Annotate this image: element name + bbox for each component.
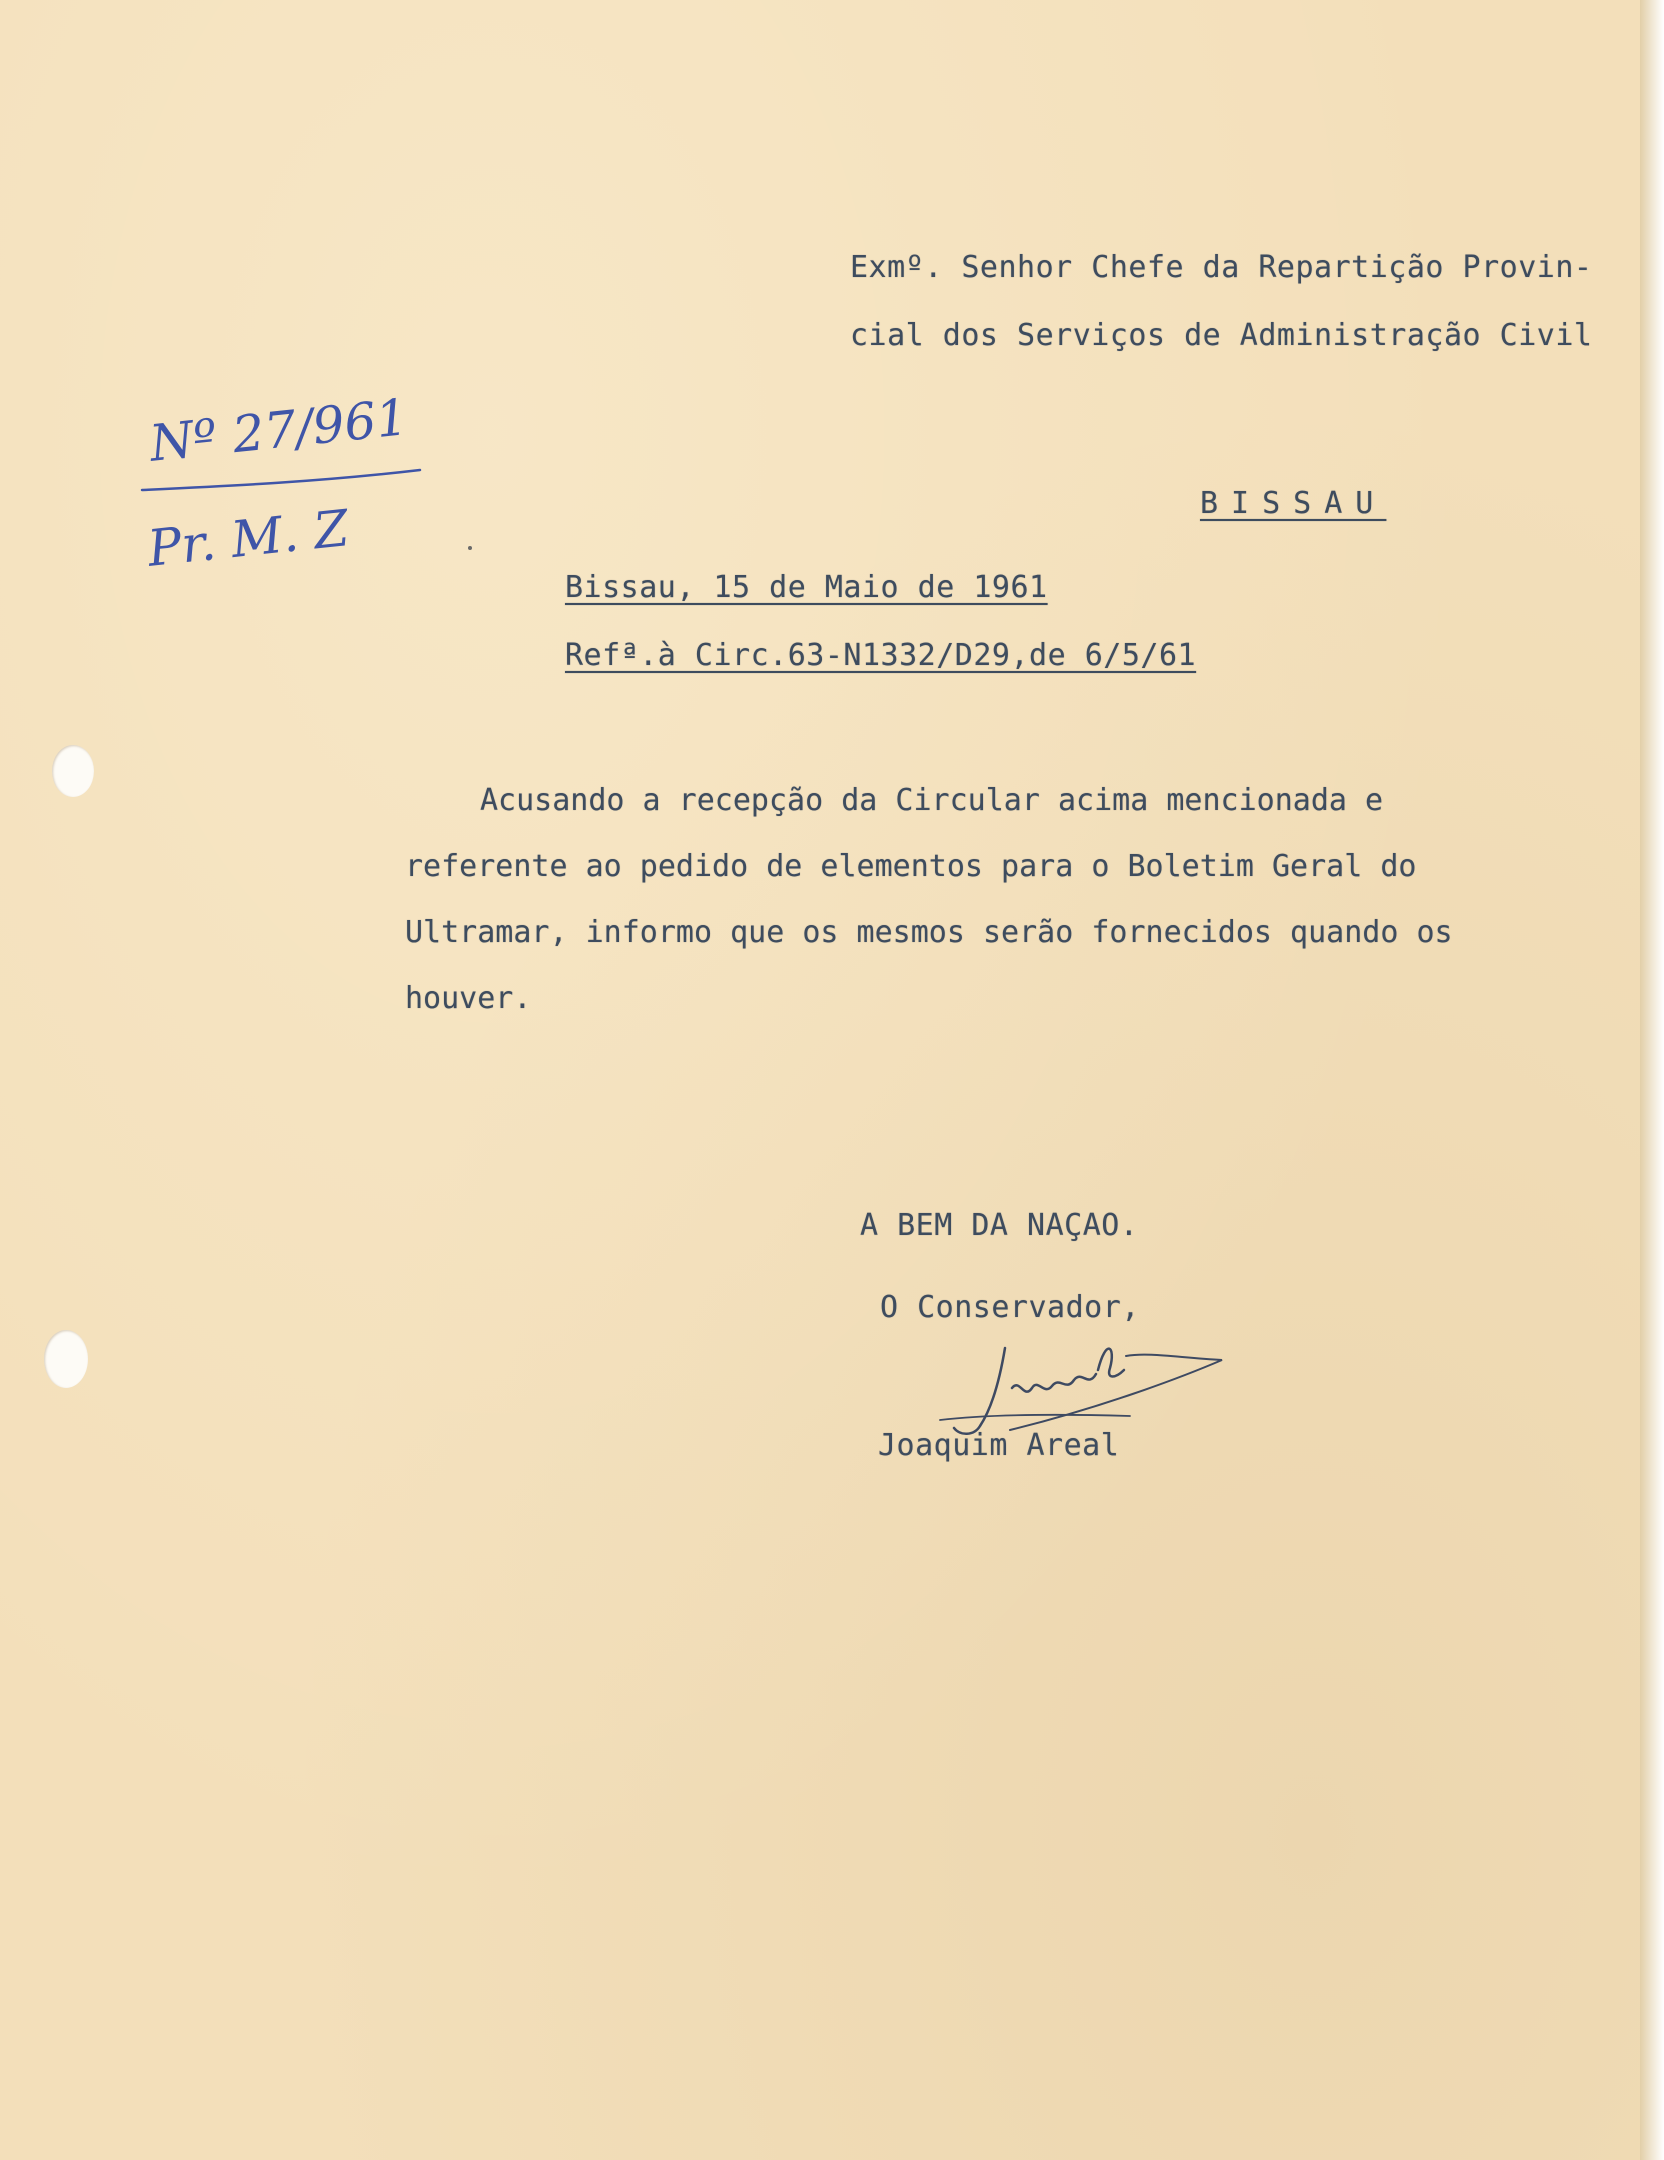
handwritten-annotation: Pr. M. Z — [144, 499, 352, 578]
letter-body: Acusando a recepção da Circular acima mencionada e referente ao pedido de elementos para o Boletim Geral do Ultramar, informo que os mesmos serão fornecidos quando os houver. — [405, 783, 1453, 1016]
handwritten-underline — [138, 440, 428, 500]
addressee-line-2: cial dos Serviços de Administração Civil — [850, 318, 1593, 353]
punch-hole-bottom — [44, 1330, 88, 1388]
ink-speck — [468, 546, 472, 550]
closing-salutation: A BEM DA NAÇAO. — [860, 1208, 1139, 1243]
signatory-title: O Conservador, — [880, 1290, 1140, 1325]
place-and-date: Bissau, 15 de Maio de 1961 — [565, 570, 1048, 605]
page-edge — [1640, 0, 1664, 2160]
handwritten-reference-number: Nº 27/961 — [146, 388, 411, 473]
circular-reference: Refª.à Circ.63-N1332/D29,de 6/5/61 — [565, 638, 1197, 673]
destination: BISSAU — [1200, 486, 1387, 521]
addressee-line-1: Exmº. Senhor Chefe da Repartição Provin- — [850, 250, 1593, 285]
signatory-name: Joaquim Areal — [878, 1428, 1120, 1463]
punch-hole-top — [52, 745, 94, 797]
